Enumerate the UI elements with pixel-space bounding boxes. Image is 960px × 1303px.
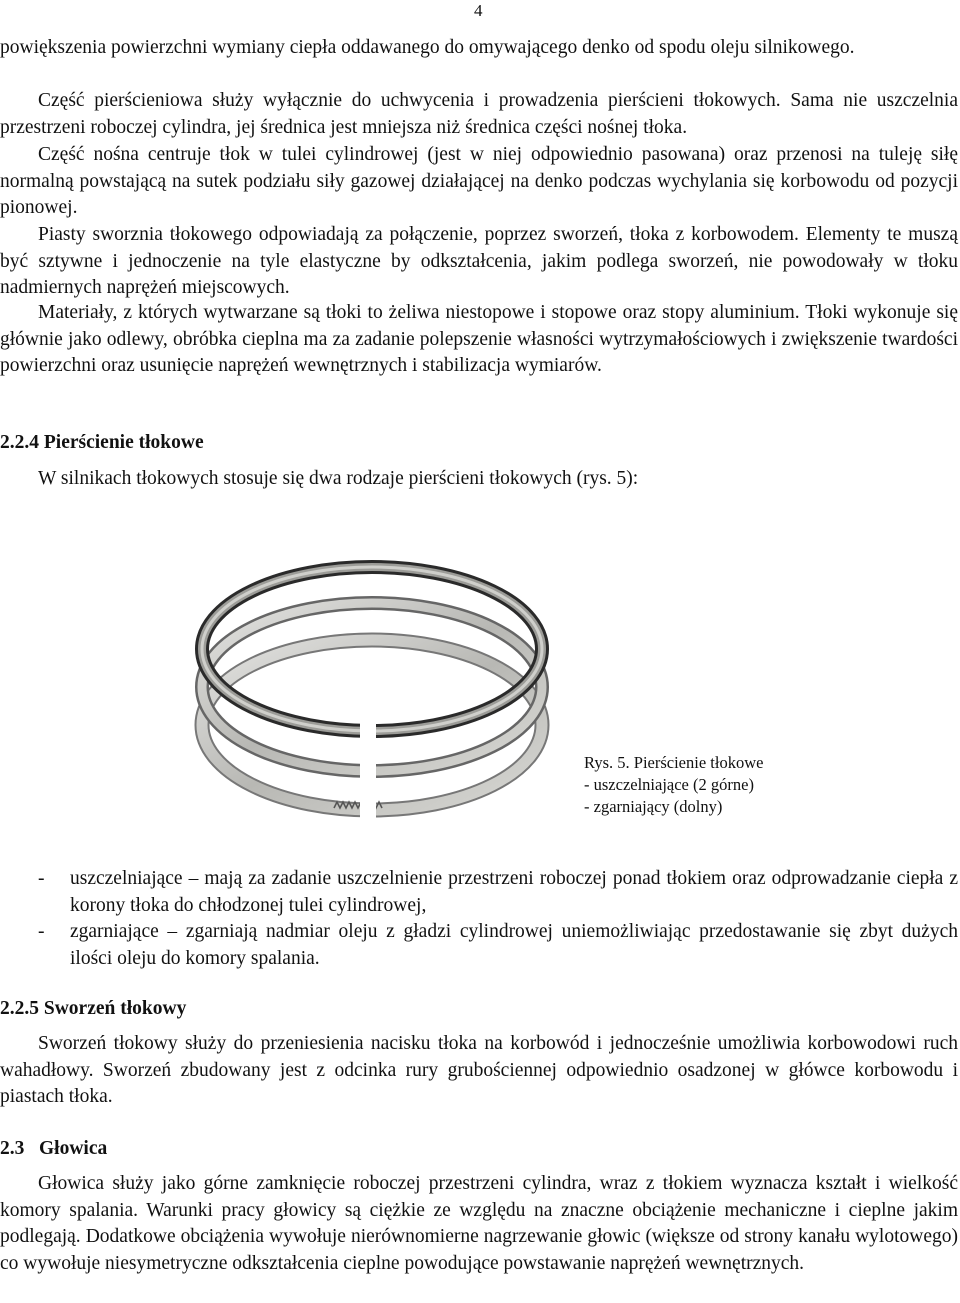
heading-piston-rings: 2.2.4 Pierścienie tłokowe — [0, 432, 204, 453]
ring-types-list — [0, 866, 958, 972]
caption-sealing-rings: - uszczelniające (2 górne) — [584, 775, 754, 794]
heading-cylinder-head: 2.3 Głowica — [0, 1138, 108, 1159]
paragraph-ring-section: Część pierścieniowa służy wyłącznie do uchwycenia i prowadzenia pierścieni tłokowych. Sama nie uszczelnia przestrzeni roboczej cylindra, jej średnica jest mniejsza niż średnica części nośnej tłoka. — [0, 90, 958, 138]
caption-title: Rys. 5. Pierścienie tłokowe — [584, 753, 764, 772]
caption-scraper-ring: - zgarniający (dolny) — [584, 797, 723, 816]
list-item-scraper-rings — [0, 919, 958, 972]
page-number: 4 — [474, 1, 483, 20]
paragraph-materials: Materiały, z których wytwarzane są tłoki to żeliwa niestopowe i stopowe oraz stopy aluminium. Tłoki wykonuje się głównie jako odlewy, obróbka cieplna ma za zadanie polepszenie własności wytrzymałościowych i zwiększenie twardości powierzchni oraz usunięcie naprężeń wewnętrznych i stabilizacja wymiarów. — [0, 302, 958, 377]
paragraph-cylinder-head: Głowica służy jako górne zamknięcie roboczej przestrzeni cylindra, wraz z tłokiem wyznacza kształt i wielkość komory spalania. Warunki pracy głowicy są ciężkie ze względu na znaczne obciążenie mechaniczne i cieplne jakim podlegają. Dodatkowe obciążenia wywołuje nierównomierne nagrzewanie głowic (większe od strony kanału wylotowego) co wywołuje niesymetryczne odkształcenia cieplne powodujące powstawanie naprężeń wewnętrznych. — [0, 1173, 958, 1274]
list-item-sealing-rings — [0, 866, 958, 919]
piston-rings-intro: W silnikach tłokowych stosuje się dwa rodzaje pierścieni tłokowych (rys. 5): — [38, 468, 639, 489]
paragraph-piston-surface: powiększenia powierzchni wymiany ciepła oddawanego do omywającego denko od spodu oleju silnikowego. — [0, 37, 855, 58]
paragraph-pin-bosses: Piasty sworznia tłokowego odpowiadają za połączenie, poprzez sworzeń, tłoka z korbowodem. Elementy te muszą być sztywne i jednoczenie na tyle elastyczne by odkształcenia, jakim podlega sworzeń, nie powodowały w tłoku nadmiernych naprężeń miejscowych. — [0, 224, 958, 299]
figure-caption — [584, 752, 763, 818]
paragraph-piston-pin: Sworzeń tłokowy służy do przeniesienia nacisku tłoka na korbowód i jednocześnie umożliwia korbowodowi ruch wahadłowy. Sworzeń zbudowany jest z odcinka rury grubościennej odpowiednio osadzonej w główce korbowodu i piastach tłoka. — [0, 1033, 958, 1108]
heading-piston-pin: 2.2.5 Sworzeń tłokowy — [0, 998, 187, 1019]
list-dash: - — [38, 921, 45, 943]
piston-rings-image — [184, 555, 564, 855]
list-item-text: uszczelniające – mają za zadanie uszczelnienie przestrzeni roboczej ponad tłokiem oraz odprowadzanie ciepła z korony tłoka do chłodzonej tulei cylindrowej, — [70, 868, 958, 916]
list-item-text: zgarniające – zgarniają nadmiar oleju z gładzi cylindrowej uniemożliwiając przedostawanie się zbyt dużych ilości oleju do komory spalania. — [70, 921, 958, 969]
piston-rings-figure — [184, 555, 564, 855]
paragraph-load-bearing-section: Część nośna centruje tłok w tulei cylindrowej (jest w niej odpowiednio pasowana) oraz przenosi na tuleję siłę normalną powstającą na sutek podziału siły gazowej działającej na denko podczas wychylania się korbowodu od pozycji pionowej. — [0, 144, 958, 219]
list-dash: - — [38, 868, 45, 889]
